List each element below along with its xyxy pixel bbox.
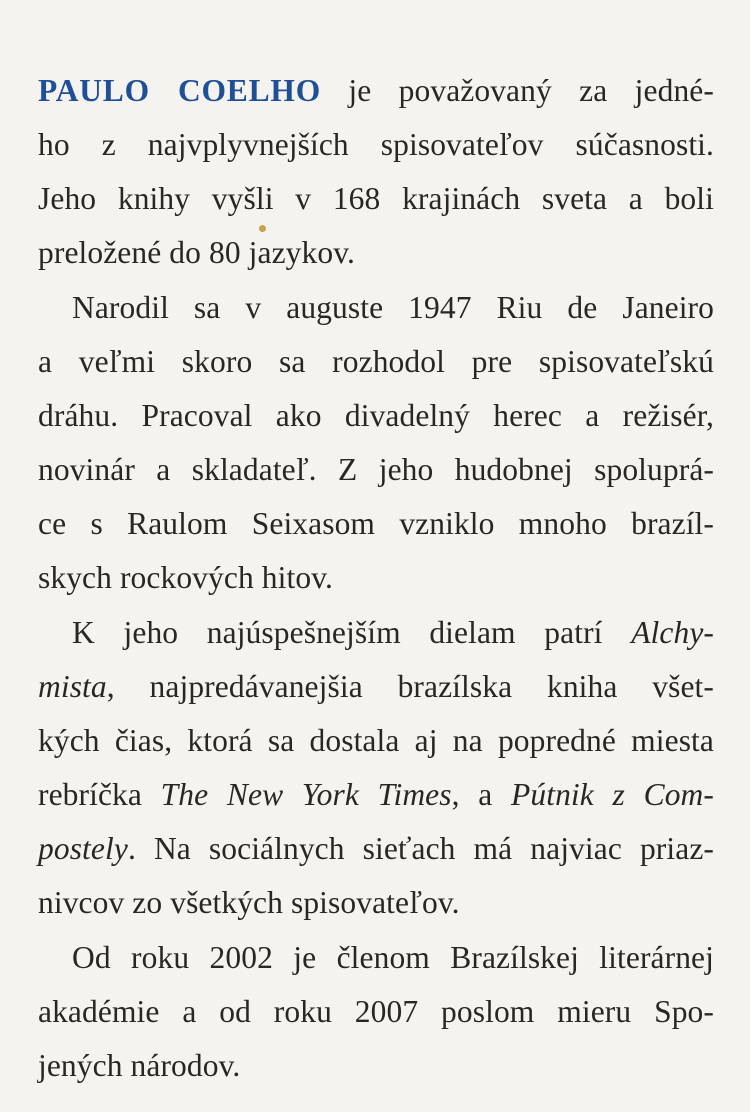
book-title-putnik: Pútnik z Com- xyxy=(511,777,714,812)
book-title-putnik: postely xyxy=(38,831,128,866)
text-line: preložené do 80 jazykov. xyxy=(38,235,355,270)
text-line: Narodil sa v auguste 1947 Riu de Janeiro xyxy=(72,290,714,325)
text-line: novinár a skladateľ. Z jeho hudobnej spoluprá- xyxy=(38,452,714,487)
text-line: rebríčka The New York Times, a Pútnik z Com- xyxy=(38,777,714,812)
text-line: Od roku 2002 je členom Brazílskej literárnej xyxy=(72,940,714,975)
book-title-alchymista: mista xyxy=(38,669,107,704)
text-line: dráhu. Pracoval ako divadelný herec a režisér, xyxy=(38,398,714,433)
text-line: skych rockových hitov. xyxy=(38,560,333,595)
ink-speck xyxy=(259,225,266,232)
text-line: ho z najvplyvnejších spisovateľov súčasnosti. xyxy=(38,127,714,162)
text-line: jených národov. xyxy=(38,1048,241,1083)
text-line: akadémie a od roku 2007 poslom mieru Spo- xyxy=(38,994,714,1029)
text-line: kých čias, ktorá sa dostala aj na popredné miesta xyxy=(38,723,714,758)
text-line: a veľmi skoro sa rozhodol pre spisovateľskú xyxy=(38,344,714,379)
text-line: ce s Raulom Seixasom vzniklo mnoho brazíl- xyxy=(38,506,714,541)
text-line: PAULO COELHO je považovaný za jedné- xyxy=(38,73,714,108)
text-line: mista, najpredávanejšia brazílska kniha všet- xyxy=(38,669,714,704)
book-title-alchymista: Alchy- xyxy=(631,615,714,650)
text-line: postely. Na sociálnych sieťach má najviac priaz- xyxy=(38,831,714,866)
text-line: nivcov zo všetkých spisovateľov. xyxy=(38,885,460,920)
text-line: K jeho najúspešnejším dielam patrí Alchy- xyxy=(72,615,714,650)
author-name: PAULO COELHO xyxy=(38,73,322,108)
newspaper-title: The New York Times xyxy=(160,777,452,812)
text-line: Jeho knihy vyšli v 168 krajinách sveta a boli xyxy=(38,181,714,216)
